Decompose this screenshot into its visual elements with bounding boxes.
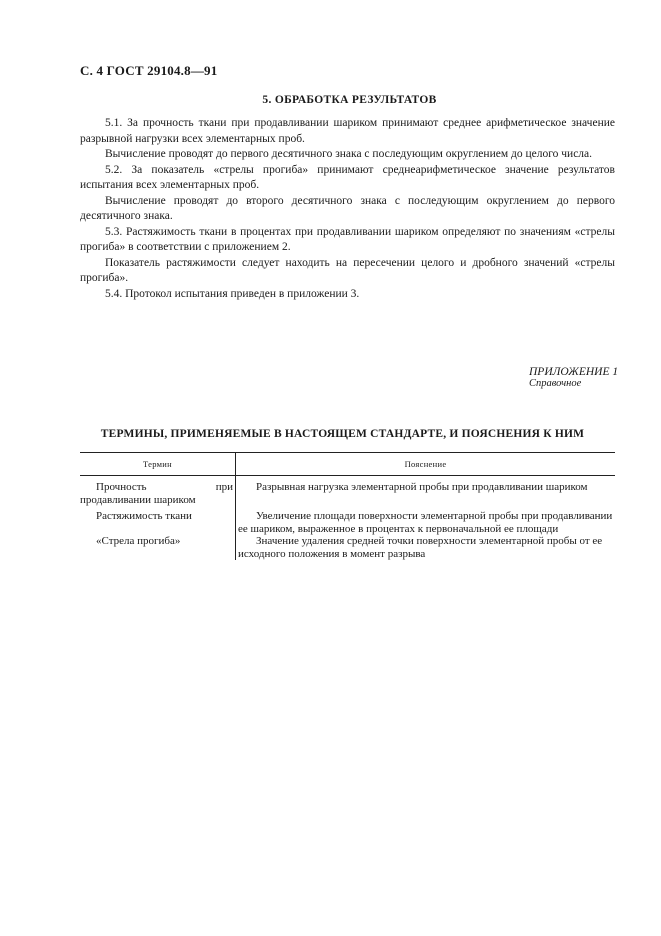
appendix-label: ПРИЛОЖЕНИЕ 1 bbox=[529, 366, 619, 378]
explanation-cell bbox=[236, 476, 615, 510]
term-cell bbox=[80, 535, 236, 560]
paragraph-5-2-note: Вычисление проводят до второго десятичного знака с последующим округлением до первого десятичного знака. bbox=[80, 194, 615, 222]
table-row bbox=[80, 535, 615, 560]
explanation-cell bbox=[236, 510, 615, 535]
table-body bbox=[80, 476, 615, 560]
terms-table bbox=[80, 452, 615, 560]
paragraph-5-3: 5.3. Растяжимость ткани в процентах при продавливании шариком определяют по значениям «стрелы прогиба» в соответствии с приложением 2. bbox=[80, 225, 615, 253]
page-header: С. 4 ГОСТ 29104.8—91 bbox=[80, 63, 218, 78]
explanation-text: Увеличение площади поверхности элементарной пробы при продавливании ее шариком, выраженное в процентах к первоначальной ее площади bbox=[238, 510, 613, 535]
table-row bbox=[80, 476, 615, 510]
table-header bbox=[80, 452, 615, 476]
header-term: Термин bbox=[80, 453, 236, 475]
term-text: Прочность при продавливании шариком bbox=[80, 481, 233, 506]
term-text: Растяжимость ткани bbox=[96, 510, 192, 522]
term-cell bbox=[80, 510, 236, 535]
paragraph-5-4: 5.4. Протокол испытания приведен в приложении 3. bbox=[105, 287, 360, 300]
section-body bbox=[80, 116, 615, 302]
section-title-text: 5. ОБРАБОТКА РЕЗУЛЬТАТОВ bbox=[262, 94, 437, 106]
terms-title-text: ТЕРМИНЫ, ПРИМЕНЯЕМЫЕ В НАСТОЯЩЕМ СТАНДАРТЕ, И ПОЯСНЕНИЯ К НИМ bbox=[100, 428, 585, 440]
paragraph-5-1-note: Вычисление проводят до первого десятичного знака с последующим округлением до целого числа. bbox=[105, 148, 593, 160]
terms-title bbox=[0, 428, 661, 440]
appendix-type: Справочное bbox=[529, 378, 582, 389]
explanation-cell bbox=[236, 535, 615, 560]
appendix-label-block bbox=[529, 366, 618, 390]
table-row bbox=[80, 510, 615, 535]
explanation-text: Значение удаления средней точки поверхности элементарной пробы от ее исходного положения в момент разрыва bbox=[238, 535, 603, 560]
term-text: «Стрела прогиба» bbox=[96, 535, 181, 547]
section-title bbox=[0, 94, 661, 106]
paragraph-5-3-note: Показатель растяжимости следует находить на пересечении целого и дробного значений «стрелы прогиба». bbox=[80, 256, 615, 284]
paragraph-5-2: 5.2. За показатель «стрелы прогиба» принимают среднеарифметическое значение результатов испытания всех элементарных проб. bbox=[80, 163, 615, 191]
term-cell bbox=[80, 476, 236, 510]
header-explanation: Пояснение bbox=[404, 458, 447, 469]
explanation-text: Разрывная нагрузка элементарной пробы при продавливании шариком bbox=[256, 481, 588, 493]
paragraph-5-1: 5.1. За прочность ткани при продавливании шариком принимают среднее арифметическое значение разрывной нагрузки всех элементарных проб. bbox=[80, 117, 615, 145]
